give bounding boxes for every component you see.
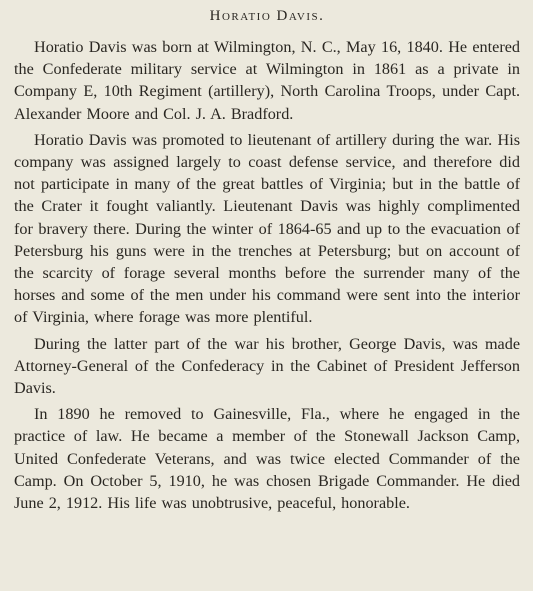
paragraph-later-life: In 1890 he removed to Gainesville, Fla., where he engaged in the practice of law. He became a member of the Stonewall Jackson Camp, United Confederate Veterans, and was twice elected Commander of the Camp. On October 5, 1910, he was chosen Brigade Commander. He died June 2, 1912. His life was unobtrusive, peaceful, honorable. bbox=[14, 405, 520, 513]
paragraph-promotion: Horatio Davis was promoted to lieutenant of artillery during the war. His company was assigned largely to coast defense service, and therefore did not participate in many of the great battles of Virginia; but in the battle of the Crater it fought valiantly. Lieutenant Davis was highly complimented for bravery there. During the winter of 1864-65 and up to the evacuation of Petersburg his guns were in the trenches at Petersburg; but on account of the scarcity of forage several months before the surrender many of the horses and some of the men under his command were sent into the interior of Virginia, where forage was more plentiful. bbox=[14, 130, 520, 327]
page-title: Horatio Davis. bbox=[209, 8, 325, 24]
paragraph-birth-service: Horatio Davis was born at Wilmington, N. C., May 16, 1840. He entered the Confederate military service at Wilmington in 1861 as a private in Company E, 10th Regiment (artillery), North Carolina Troops, under Capt. Alexander Moore and Col. J. A. Bradford. bbox=[14, 38, 520, 123]
paragraph-brother: During the latter part of the war his brother, George Davis, was made Attorney-General of the Confederacy in the Cabinet of President Jefferson Davis. bbox=[14, 334, 520, 398]
